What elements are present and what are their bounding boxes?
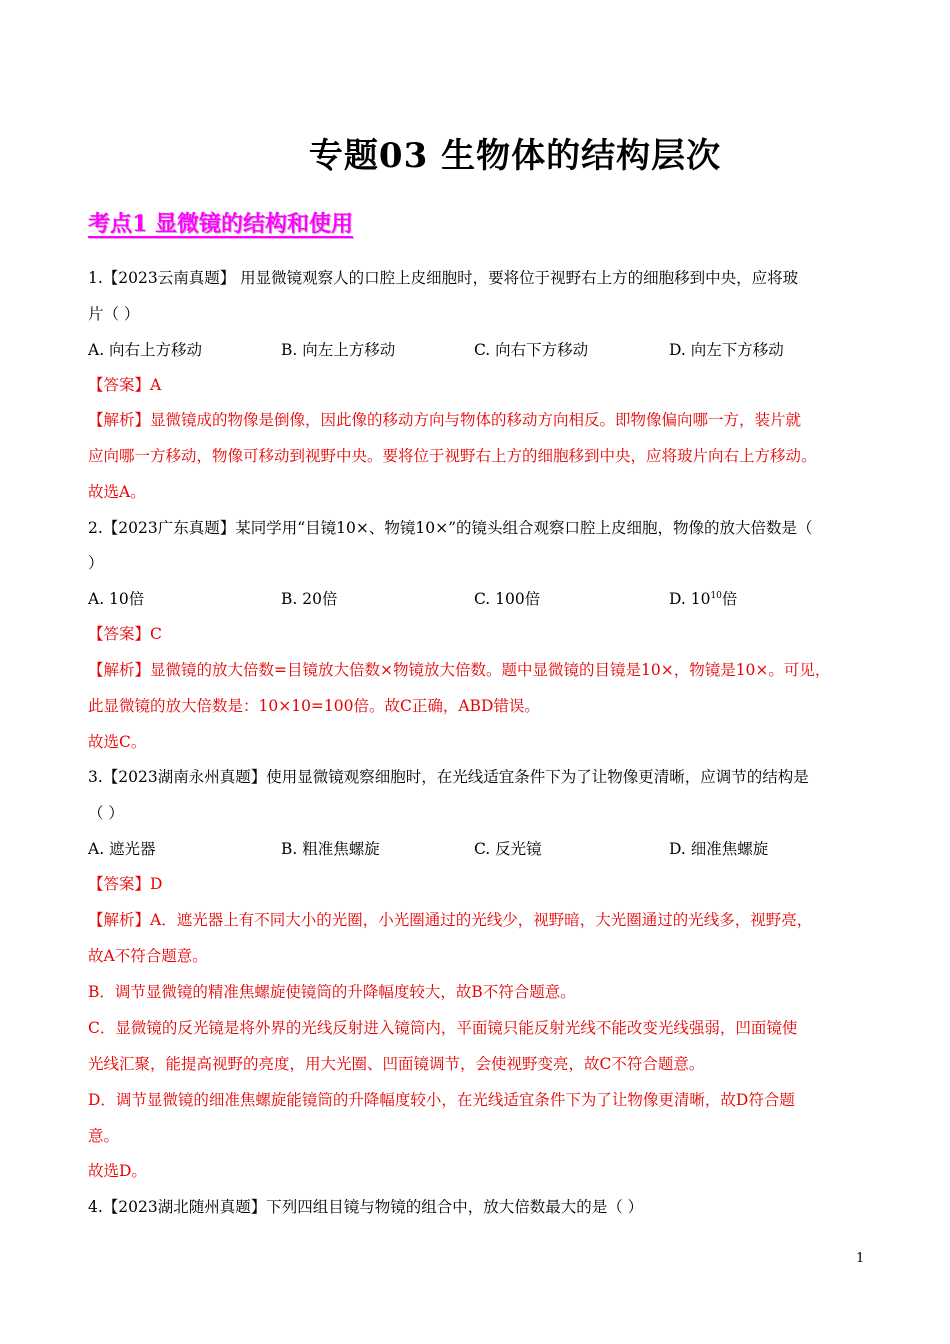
option-d — [669, 587, 737, 609]
question-1-analysis-line: 应向哪一方移动，物像可移动到视野中央。要将位于视野右上方的细胞移到中央，应将玻片向右上方移动。 — [88, 447, 817, 465]
question-3-analysis-line: B．调节显微镜的精准焦螺旋使镜筒的升降幅度较大，故B不符合题意。 — [88, 983, 576, 1001]
question-2-stem: 2.【2023广东真题】某同学用“目镜10×、物镜10×”的镜头组合观察口腔上皮细胞，物像的放大倍数是（ — [88, 519, 813, 537]
question-3-stem: 3.【2023湖南永州真题】使用显微镜观察细胞时，在光线适宜条件下为了让物像更清晰，应调节的结构是 — [88, 768, 809, 786]
question-3-stem-cont: （ ） — [88, 804, 124, 822]
question-2-analysis-line: 此显微镜的放大倍数是：10×10=100倍。故C正确，ABD错误。 — [88, 697, 540, 715]
question-2-options — [88, 587, 868, 609]
question-1-stem: 1.【2023云南真题】 用显微镜观察人的口腔上皮细胞时，要将位于视野右上方的细胞移到中央，应将玻 — [88, 269, 799, 287]
question-3-analysis-line: 意。 — [88, 1127, 120, 1145]
question-3-analysis-line: 【解析】A．遮光器上有不同大小的光圈，小光圈通过的光线少，视野暗，大光圈通过的光线多，视野亮， — [88, 911, 813, 929]
page-number: 1 — [856, 1251, 865, 1266]
option-c: C. 100倍 — [474, 590, 541, 608]
option-c: C. 反光镜 — [474, 840, 542, 858]
option-d-base: D. 10 — [669, 590, 711, 608]
question-1-analysis-line: 故选A。 — [88, 483, 146, 501]
question-3-analysis-line: 光线汇聚，能提高视野的亮度，用大光圈、凹面镜调节，会使视野变亮，故C不符合题意。 — [88, 1055, 705, 1073]
option-c: C. 向右下方移动 — [474, 341, 589, 359]
question-3-options — [88, 837, 868, 859]
question-1-stem-cont: 片（ ） — [88, 305, 140, 323]
option-b: B. 20倍 — [281, 590, 338, 608]
option-d-exponent: 10 — [710, 590, 722, 601]
option-d: D. 向左下方移动 — [669, 341, 784, 359]
question-3-analysis-line: D．调节显微镜的细准焦螺旋能镜筒的升降幅度较小，在光线适宜条件下为了让物像更清晰，故D符合题 — [88, 1091, 795, 1109]
question-3-analysis-line: 故A不符合题意。 — [88, 947, 208, 965]
option-d-unit: 倍 — [721, 590, 738, 608]
question-1-answer: 【答案】A — [88, 376, 162, 394]
option-d: D. 细准焦螺旋 — [669, 840, 769, 858]
option-a: A. 遮光器 — [88, 840, 156, 858]
question-2-stem-cont: ） — [88, 554, 104, 572]
question-3-analysis-line: 故选D。 — [88, 1162, 147, 1180]
question-3-analysis-line: C．显微镜的反光镜是将外界的光线反射进入镜筒内，平面镜只能反射光线不能改变光线强弱，凹面镜使 — [88, 1019, 798, 1037]
option-a: A. 向右上方移动 — [88, 341, 203, 359]
question-1-options — [88, 338, 868, 360]
question-2-analysis-line: 故选C。 — [88, 733, 147, 751]
page-title: 专题03 生物体的结构层次 — [308, 136, 722, 176]
option-b: B. 向左上方移动 — [281, 341, 396, 359]
question-3-answer: 【答案】D — [88, 875, 163, 893]
question-4-stem: 4.【2023湖北随州真题】下列四组目镜与物镜的组合中，放大倍数最大的是（ ） — [88, 1198, 644, 1216]
section-heading: 考点1 显微镜的结构和使用 — [88, 211, 353, 237]
option-b: B. 粗准焦螺旋 — [281, 840, 380, 858]
question-2-analysis-line: 【解析】显微镜的放大倍数=目镜放大倍数×物镜放大倍数。题中显微镜的目镜是10×，物镜是10×。可见， — [88, 661, 831, 679]
option-a: A. 10倍 — [88, 590, 145, 608]
question-2-answer: 【答案】C — [88, 625, 162, 643]
question-1-analysis-line: 【解析】显微镜成的物像是倒像，因此像的移动方向与物体的移动方向相反。即物像偏向哪一方，装片就 — [88, 411, 802, 429]
